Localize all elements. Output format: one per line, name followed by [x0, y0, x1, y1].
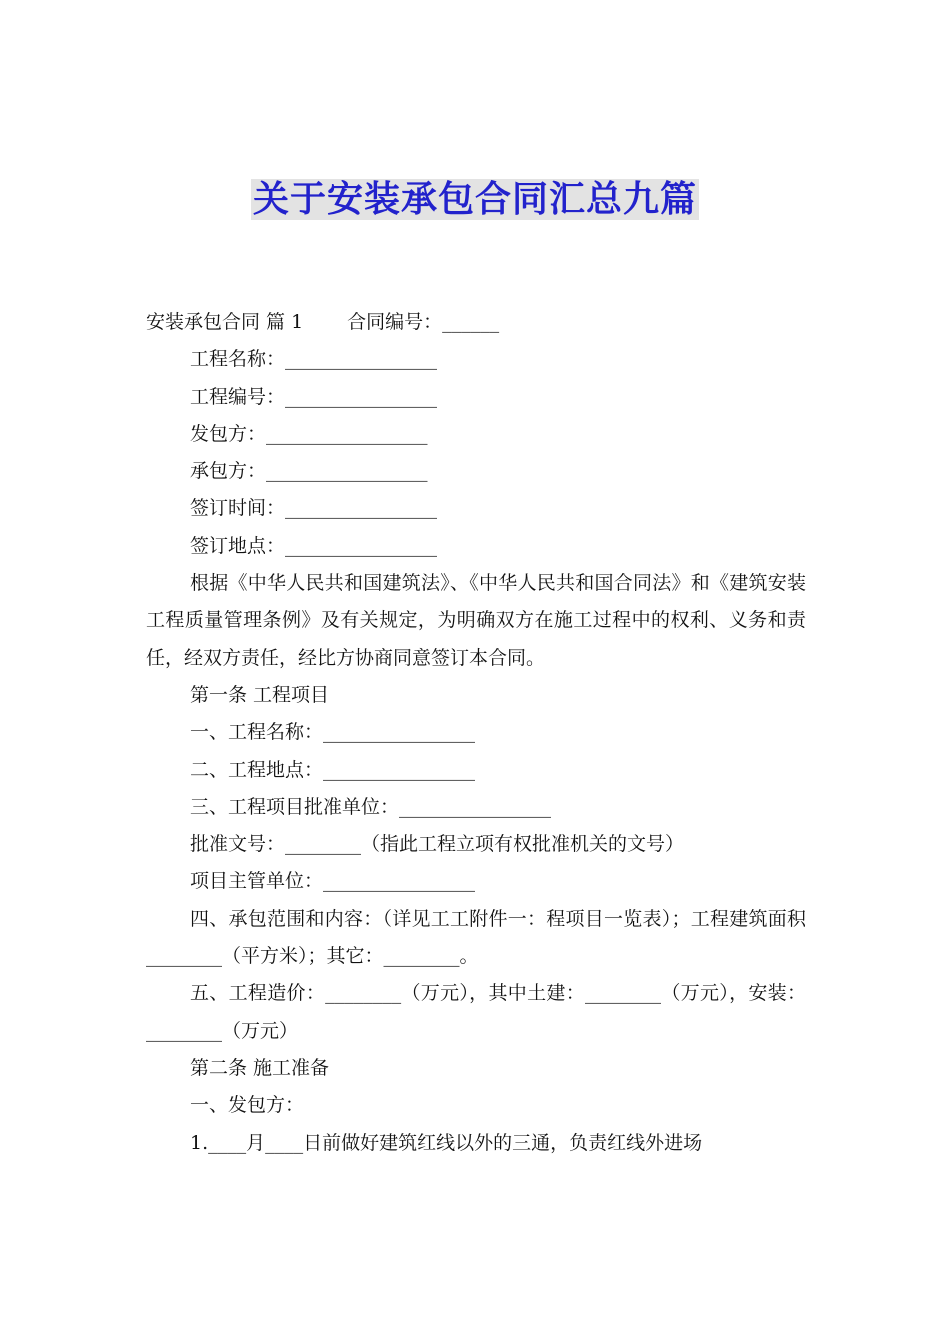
- paragraph: 承包方：_________________: [190, 460, 428, 483]
- paragraph: 二、工程地点：________________: [190, 758, 476, 781]
- article-heading: 第一条 工程项目: [190, 683, 330, 706]
- article-heading: 第二条 施工准备: [190, 1056, 330, 1079]
- contract-heading: 安装承包合同 篇 1: [146, 311, 304, 333]
- paragraph: 三、工程项目批准单位：________________: [190, 795, 552, 818]
- paragraph: 签订时间：________________: [190, 497, 438, 520]
- paragraph: 一、发包方：: [190, 1094, 305, 1117]
- paragraph: 批准文号：________（指此工程立项有权批准机关的文号）: [190, 833, 685, 856]
- contract-number-field: 合同编号：______: [347, 311, 500, 333]
- paragraph: 工程编号：________________: [190, 385, 438, 408]
- document-body: [146, 304, 806, 1162]
- first-line: [146, 304, 806, 341]
- paragraph: 五、工程造价：________（万元），其中土建：________（万元），安装：________（万元）: [146, 982, 806, 1042]
- paragraph: 根据《中华人民共和国建筑法》、《中华人民共和国合同法》和《建筑安装工程质量管理条例》及有关规定，为明确双方在施工过程中的权利、义务和责任，经双方责任，经比方协商同意签订本合同。: [146, 572, 806, 669]
- paragraph: 一、工程名称：________________: [190, 721, 476, 744]
- title-text: 关于安装承包合同汇总九篇: [252, 179, 697, 220]
- paragraph: 签订地点：________________: [190, 534, 438, 557]
- paragraph: 发包方：_________________: [190, 422, 428, 445]
- paragraph: 1.____月____日前做好建筑红线以外的三通，负责红线外进场: [190, 1131, 703, 1154]
- paragraph: 工程名称：________________: [190, 348, 438, 371]
- paragraph: 项目主管单位：________________: [190, 870, 476, 893]
- document-title: [0, 176, 950, 224]
- paragraph: 四、承包范围和内容：（详见工工附件一：程项目一览表）；工程建筑面积________（平方米）；其它：________。: [146, 907, 806, 968]
